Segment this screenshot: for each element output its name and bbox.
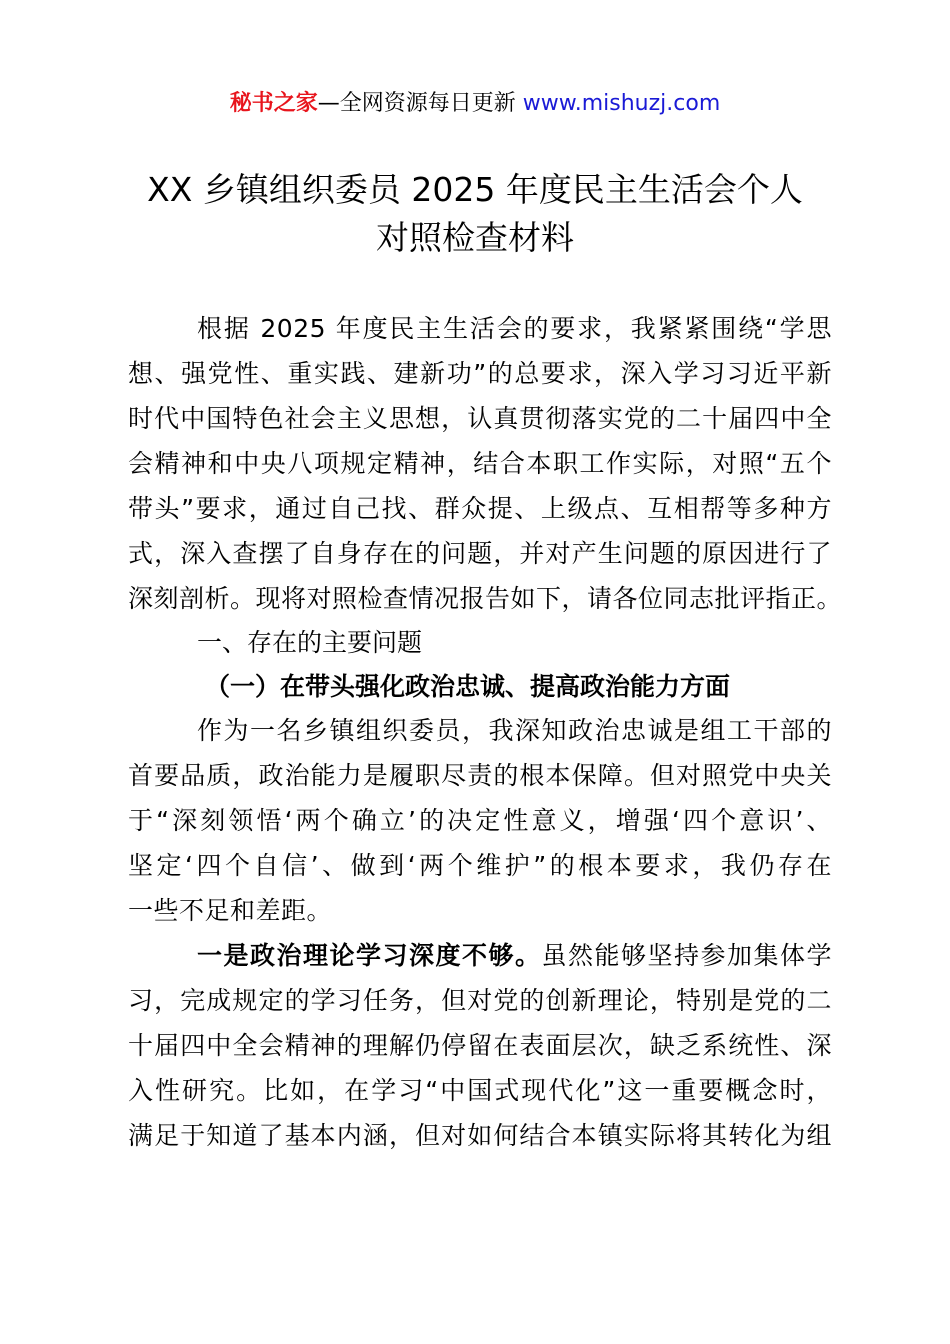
point-line: 满足于知道了基本内涵，但对如何结合本镇实际将其转化为组	[128, 1121, 832, 1150]
point-text: 虽然能够坚持参加集体学	[541, 941, 832, 970]
banner-slogan: —全网资源每日更新	[317, 91, 523, 116]
para-line: 坚定‘四个自信’、做到‘两个维护”的根本要求，我仍存在	[128, 851, 832, 880]
banner-url-link[interactable]: www.mishuzj.com	[522, 91, 721, 116]
point-line: 十届四中全会精神的理解仍停留在表面层次，缺乏系统性、深	[128, 1031, 832, 1060]
point-title: 一是政治理论学习深度不够。	[197, 941, 542, 970]
section-subheading: （一）在带头强化政治忠诚、提高政治能力方面	[205, 672, 731, 701]
intro-line: 会精神和中央八项规定精神，结合本职工作实际，对照“五个	[128, 449, 832, 478]
banner-brand: 秘书之家	[229, 91, 318, 116]
intro-line: 式，深入查摆了自身存在的问题，并对产生问题的原因进行了	[128, 539, 832, 568]
point-line	[197, 940, 832, 972]
para-line: 作为一名乡镇组织委员，我深知政治忠诚是组工干部的	[197, 716, 832, 745]
para-line: 首要品质，政治能力是履职尽责的根本保障。但对照党中央关	[128, 761, 832, 790]
para-line: 一些不足和差距。	[128, 896, 333, 925]
section-heading: 一、存在的主要问题	[197, 628, 423, 657]
intro-line: 想、强党性、重实践、建新功”的总要求，深入学习习近平新	[128, 359, 832, 388]
intro-line: 深刻剖析。现将对照检查情况报告如下，请各位同志批评指正。	[128, 584, 843, 613]
para-line: 于“深刻领悟‘两个确立’的决定性意义，增强‘四个意识’、	[128, 806, 832, 835]
document-title-line-2: 对照检查材料	[376, 218, 574, 257]
site-banner	[0, 88, 950, 120]
intro-line: 带头”要求，通过自己找、群众提、上级点、互相帮等多种方	[128, 494, 832, 523]
intro-line: 时代中国特色社会主义思想，认真贯彻落实党的二十届四中全	[128, 404, 832, 433]
document-title-line-1: XX 乡镇组织委员 2025 年度民主生活会个人	[147, 170, 803, 209]
point-line: 习，完成规定的学习任务，但对党的创新理论，特别是党的二	[128, 986, 832, 1015]
point-line: 入性研究。比如，在学习“中国式现代化”这一重要概念时，	[128, 1076, 832, 1105]
intro-line: 根据 2025 年度民主生活会的要求，我紧紧围绕“学思	[197, 314, 832, 343]
